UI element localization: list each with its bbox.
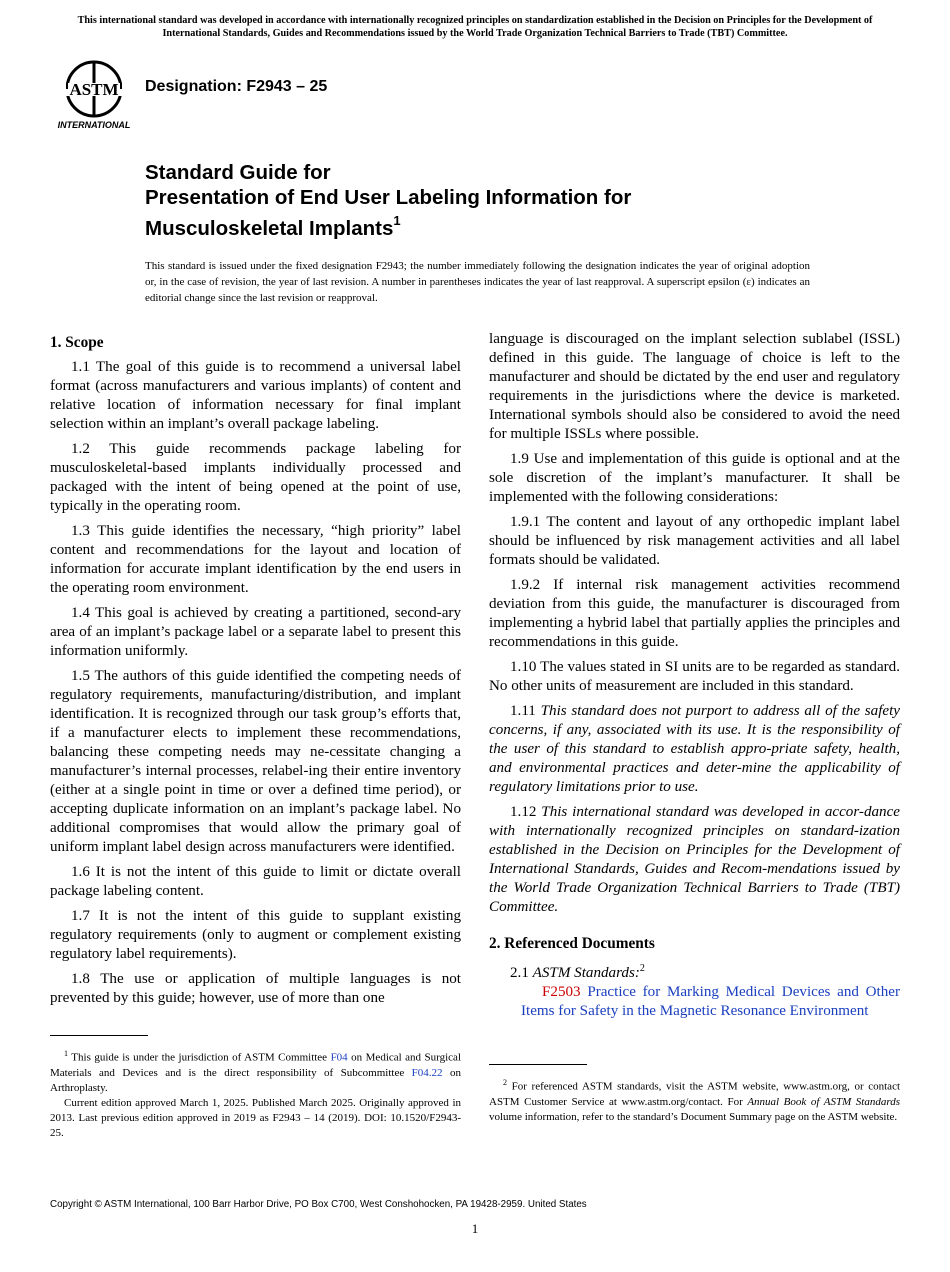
paragraph-1-7: 1.7 It is not the intent of this guide to supplant existing regulatory requirements (only to augment or complement existing regulatory label requirements). (50, 908, 461, 962)
paragraph-1-9: 1.9 Use and implementation of this guide is optional and at the sole discretion of the implant’s manufacturer. It shall be implemented with the following considerations: (489, 451, 900, 505)
footnote-1 (50, 1046, 461, 1141)
logo-letters: ASTM (69, 80, 119, 99)
issued-statement: This standard is issued under the fixed designation F2943; the number immediately following the designation indicates the year of original adoption or, in the case of revision, the year of last revision. A number in parentheses indicates the year of last reapproval. A superscript epsilon (ε) indicates an editorial change since the last revision or reapproval. (145, 260, 810, 304)
paragraph-1-3: 1.3 This guide identifies the necessary, “high priority” label content and recommendations for the layout and location of information for accurate implant identification by the end users in the operating room environment. (50, 523, 461, 596)
paragraph-2-1: 2.1 ASTM Standards:$^2$ (510, 963, 645, 982)
astm-logo-icon (53, 56, 135, 132)
reference-code-link[interactable]: F2503 (542, 984, 581, 1001)
standard-notice: This international standard was developed in accordance with internationally recognized principles on standardization established in the Decision on Principles for the Development of International Standards, Guides and Recommendations issued by the World Trade Organization Technical Barriers to Trade (TBT) Committee. (77, 15, 873, 39)
paragraph-1-8-continued: language is discouraged on the implant selection sublabel (ISSL) defined in this guide. The language of choice is left to the manufacturer and should be dictated by the end user and regulatory requirements in the jurisdictions where the device is marketed. International symbols should also be considered to avoid the need for multiple ISSLs where possible. (489, 331, 900, 442)
paragraph-1-2: 1.2 This guide recommends package labeling for musculoskeletal-based implants individually processed and packaged with the intent of being opened at the point of use, typically in the operating room. (50, 441, 461, 514)
subcommittee-f04-22-link[interactable]: F04.22 (411, 1066, 443, 1079)
footnote-1-jurisdiction: $^1$ This guide is under the jurisdiction of ASTM Committee F04 on Medical and Surgical Materials and Devices and is the direct responsibility of Subcommittee F04.22 on Arthroplasty. (50, 1049, 461, 1094)
footnote-divider-right (489, 1064, 587, 1065)
right-column (489, 330, 900, 1027)
paragraph-1-9-1: 1.9.1 The content and layout of any orthopedic implant label should be influenced by risk management activities and all label formats should be validated. (489, 514, 900, 568)
paragraph-1-10: 1.10 The values stated in SI units are to be regarded as standard. No other units of measurement are included in this standard. (489, 659, 900, 694)
left-column (50, 333, 461, 1014)
astm-logo (53, 56, 135, 132)
paragraph-1-6: 1.6 It is not the intent of this guide to limit or dictate overall package labeling content. (50, 864, 461, 899)
paragraph-1-1: 1.1 The goal of this guide is to recommend a universal label format (across manufacturers and various implants) of content and relative location of information necessary for final implant selection within an implant’s overall package labeling. (50, 359, 461, 432)
designation: Designation: F2943 – 25 (145, 78, 328, 95)
logo-caption: INTERNATIONAL (57, 120, 131, 130)
title-line-2: Presentation of End User Labeling Information for (145, 186, 632, 209)
title-line-1: Standard Guide for (145, 161, 331, 184)
reference-f2503[interactable] (489, 983, 900, 1021)
committee-f04-link[interactable]: F04 (330, 1051, 348, 1064)
section-heading-referenced-documents: 2. Referenced Documents (489, 935, 655, 952)
document-title (145, 160, 845, 241)
footnote-divider-left (50, 1035, 148, 1036)
paragraph-1-5: 1.5 The authors of this guide identified the competing needs of regulatory requirements, manufacturing/distribution, and implant identification. It is recognized through our task group’s efforts that, if a manufacturer elects to implement these recommendations, balancing these competing needs may ne-cessitate changing a manufacturer’s internal processes, relabel-ing their entire inventory (either at a single point in time or over a defined time period), or accepting duplicate information on an implant’s package label. No additional compromises that would allow the primary goal of uniform implant label design across manufacturers were identified. (50, 668, 461, 855)
paragraph-1-11: 1.11 This standard does not purport to address all of the safety concerns, if any, associated with its use. It is the responsibility of the user of this standard to establish appro-priate safety, health, and environmental practices and deter-mine the applicability of regulatory limitations prior to use. (489, 703, 901, 795)
footnote-2-text: $^2$ For referenced ASTM standards, visit the ASTM website, www.astm.org, or contact ASTM Customer Service at www.astm.org/contact. For Annual Book of ASTM Standards volume information, refer to the standard’s Document Summary page on the ASTM website. (489, 1078, 901, 1123)
paragraph-1-12: 1.12 This international standard was developed in accor-dance with internationally recognized principles on standard-ization established in the Decision on Principles for the Development of International Standards, Guides and Recom-mendations issued by the World Trade Organization Technical Barriers to Trade (TBT) Committee. (489, 804, 900, 915)
paragraph-1-4: 1.4 This goal is achieved by creating a partitioned, second-ary area of an implant’s package label or a separate label to present this information uniformly. (50, 605, 461, 659)
footnote-1-edition: Current edition approved March 1, 2025. Published March 2025. Originally approved in 2013. Last previous edition approved in 2019 as F2943 – 14 (2019). DOI: 10.1520/F2943-25. (50, 1096, 461, 1139)
section-heading-scope: 1. Scope (50, 334, 104, 351)
title-footnote-mark: 1 (393, 213, 401, 228)
copyright-line: Copyright © ASTM International, 100 Barr Harbor Drive, PO Box C700, West Conshohocken, PA 19428-2959. United States (50, 1199, 587, 1210)
footnote-2 (489, 1075, 900, 1125)
reference-title-link[interactable]: Practice for Marking Medical Devices and Other Items for Safety in the Magnetic Resonance Environment (521, 984, 900, 1020)
page-number: 1 (471, 1221, 479, 1236)
paragraph-1-9-2: 1.9.2 If internal risk management activities recommend deviation from this guide, the manufacturer is discouraged from implementing a hybrid label that partially applies the principles and recommendations in this guide. (489, 577, 900, 650)
title-line-3: Musculoskeletal Implants$^1$ (145, 213, 401, 240)
paragraph-1-8: 1.8 The use or application of multiple languages is not prevented by this guide; however, use of more than one (50, 971, 461, 1006)
